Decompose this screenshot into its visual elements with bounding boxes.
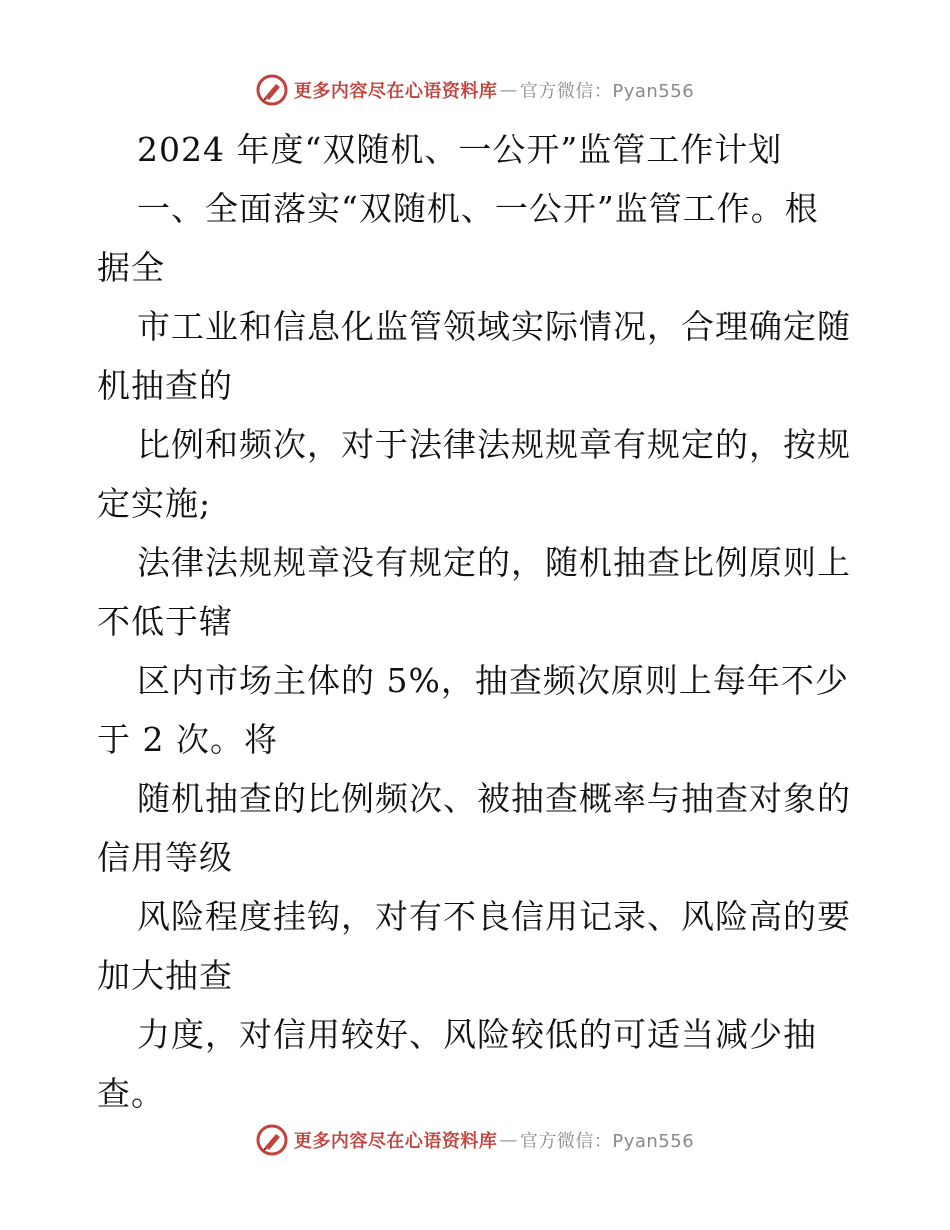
watermark-brand: 更多内容尽在心语资料库 (293, 1131, 498, 1152)
text-line: 市工业和信息化监管领域实际情况，合理确定随 (137, 307, 851, 346)
text-line: 查。 (97, 1074, 165, 1113)
text-line: 于 2 次。将 (97, 720, 278, 759)
footer-watermark (0, 1120, 950, 1160)
document-title: 2024 年度“双随机、一公开”监管工作计划 (137, 130, 783, 169)
text-line: 区内市场主体的 5%，抽查频次原则上每年不少 (137, 661, 849, 700)
text-line: 加大抽查 (97, 956, 233, 995)
text-line: 机抽查的 (97, 366, 233, 405)
text-line: 一、全面落实“双随机、一公开”监管工作。根 (137, 189, 819, 228)
watermark-brand: 更多内容尽在心语资料库 (293, 81, 498, 102)
text-line: 据全 (97, 248, 165, 287)
watermark-contact: 官方微信：Pyan556 (519, 81, 695, 102)
text-line: 法律法规规章没有规定的，随机抽查比例原则上 (137, 543, 851, 582)
watermark-separator: — (499, 79, 518, 101)
header-watermark (0, 70, 950, 110)
text-line: 力度，对信用较好、风险较低的可适当减少抽 (137, 1015, 817, 1054)
text-line: 随机抽查的比例频次、被抽查概率与抽查对象的 (137, 779, 851, 818)
pen-logo-icon (256, 74, 288, 106)
watermark-separator: — (499, 1129, 518, 1151)
document-body (97, 120, 857, 1123)
text-line: 定实施; (97, 484, 212, 523)
text-line: 风险程度挂钩，对有不良信用记录、风险高的要 (137, 897, 851, 936)
text-line: 信用等级 (97, 838, 233, 877)
pen-logo-icon (256, 1124, 288, 1156)
watermark-contact: 官方微信：Pyan556 (519, 1131, 695, 1152)
text-line: 不低于辖 (97, 602, 233, 641)
text-line: 比例和频次，对于法律法规规章有规定的，按规 (137, 425, 851, 464)
